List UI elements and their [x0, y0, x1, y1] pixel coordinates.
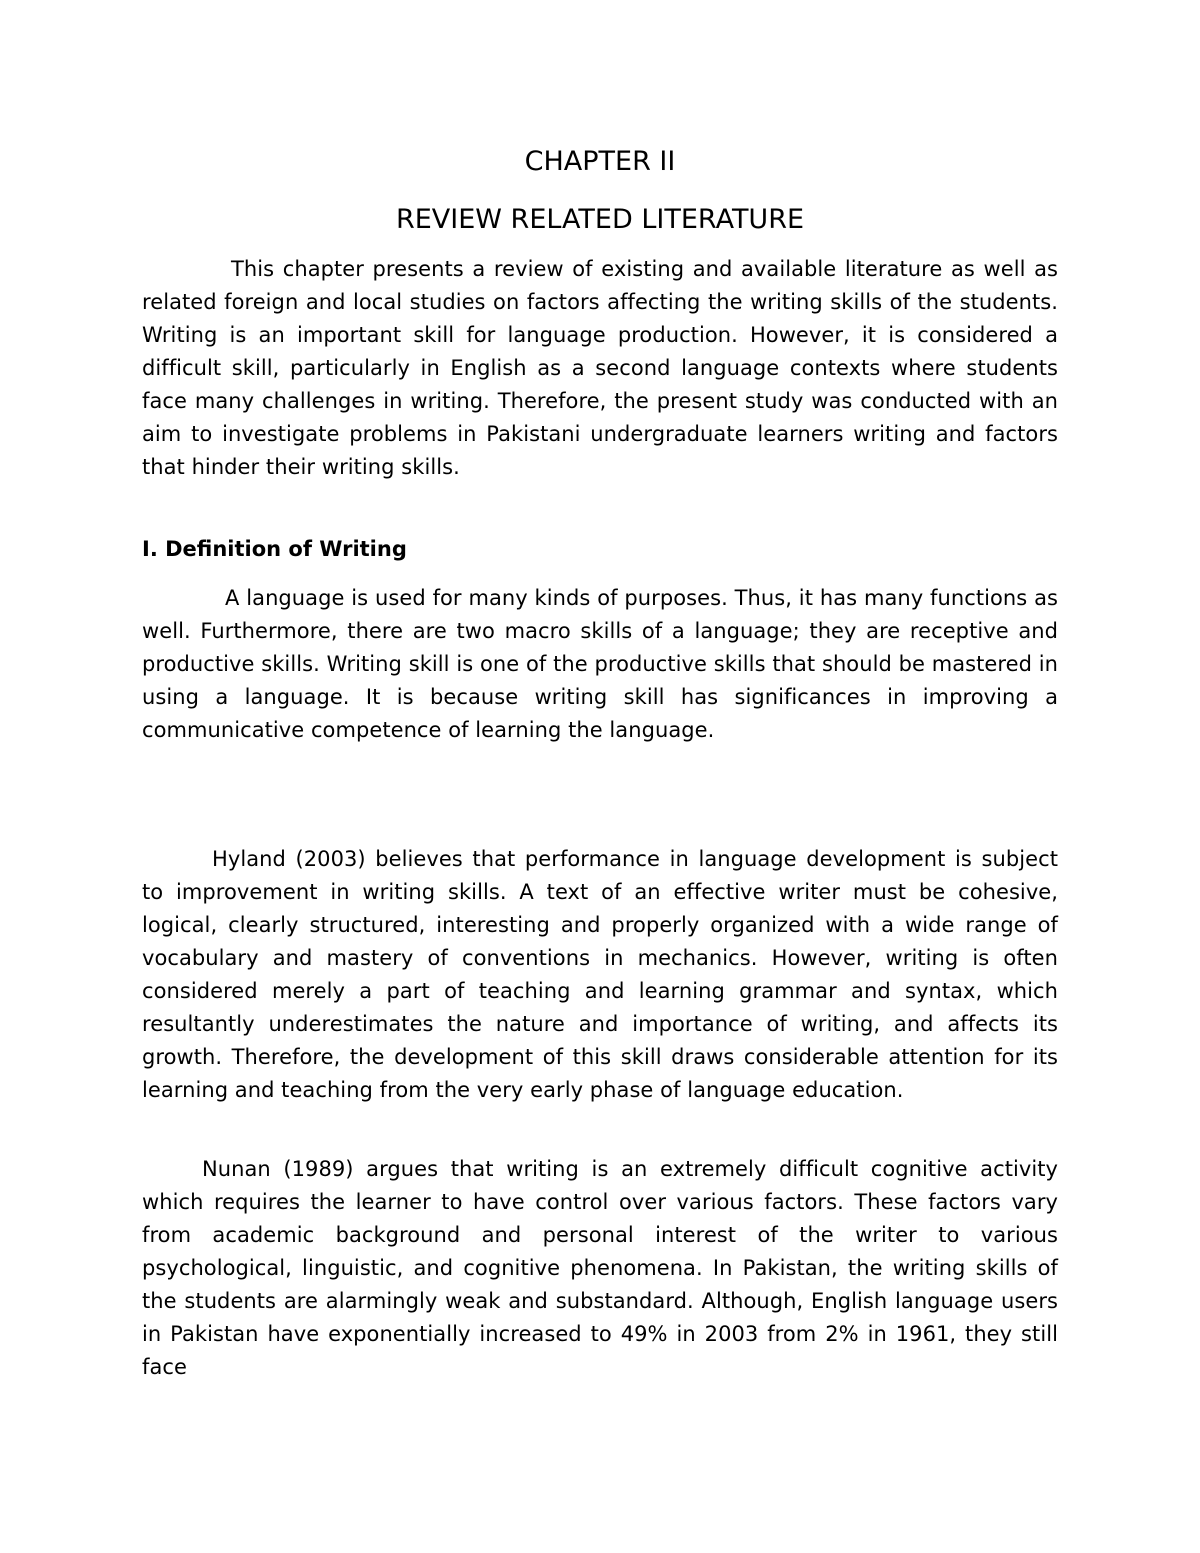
hyland-paragraph: Hyland (2003) believes that performance in language development is subject to improvement in writing skills. A text of an effective writer must be cohesive, logical, clearly structured, interesting and properly organized with a wide range of vocabulary and mastery of conventions in mechanics. However, writing is often considered merely a part of teaching and learning grammar and syntax, which resultantly underestimates the nature and importance of writing, and affects its growth. Therefore, the development of this skill draws considerable attention for its learning and teaching from the very early phase of language education.: [142, 847, 1058, 1102]
definition-paragraph: A language is used for many kinds of purposes. Thus, it has many functions as well. Furthermore, there are two macro skills of a language; they are receptive and productive skills. Writing skill is one of the productive skills that should be mastered in using a language. It is because writing skill has significances in improving a communicative competence of learning the language.: [142, 586, 1058, 742]
chapter-subtitle: REVIEW RELATED LITERATURE: [395, 204, 805, 235]
section-heading-definition: I. Definition of Writing: [142, 537, 407, 561]
intro-paragraph: This chapter presents a review of existing and available literature as well as related foreign and local studies on factors affecting the writing skills of the students. Writing is an important skill for language production. However, it is considered a difficult skill, particularly in English as a second language contexts where students face many challenges in writing. Therefore, the present study was conducted with an aim to investigate problems in Pakistani undergraduate learners writing and factors that hinder their writing skills.: [142, 257, 1058, 479]
nunan-paragraph: Nunan (1989) argues that writing is an extremely difficult cognitive activity which requires the learner to have control over various factors. These factors vary from academic background and personal interest of the writer to various psychological, linguistic, and cognitive phenomena. In Pakistan, the writing skills of the students are alarmingly weak and substandard. Although, English language users in Pakistan have exponentially increased to 49% in 2003 from 2% in 1961, they still face: [142, 1157, 1058, 1379]
chapter-title: CHAPTER II: [524, 146, 676, 177]
